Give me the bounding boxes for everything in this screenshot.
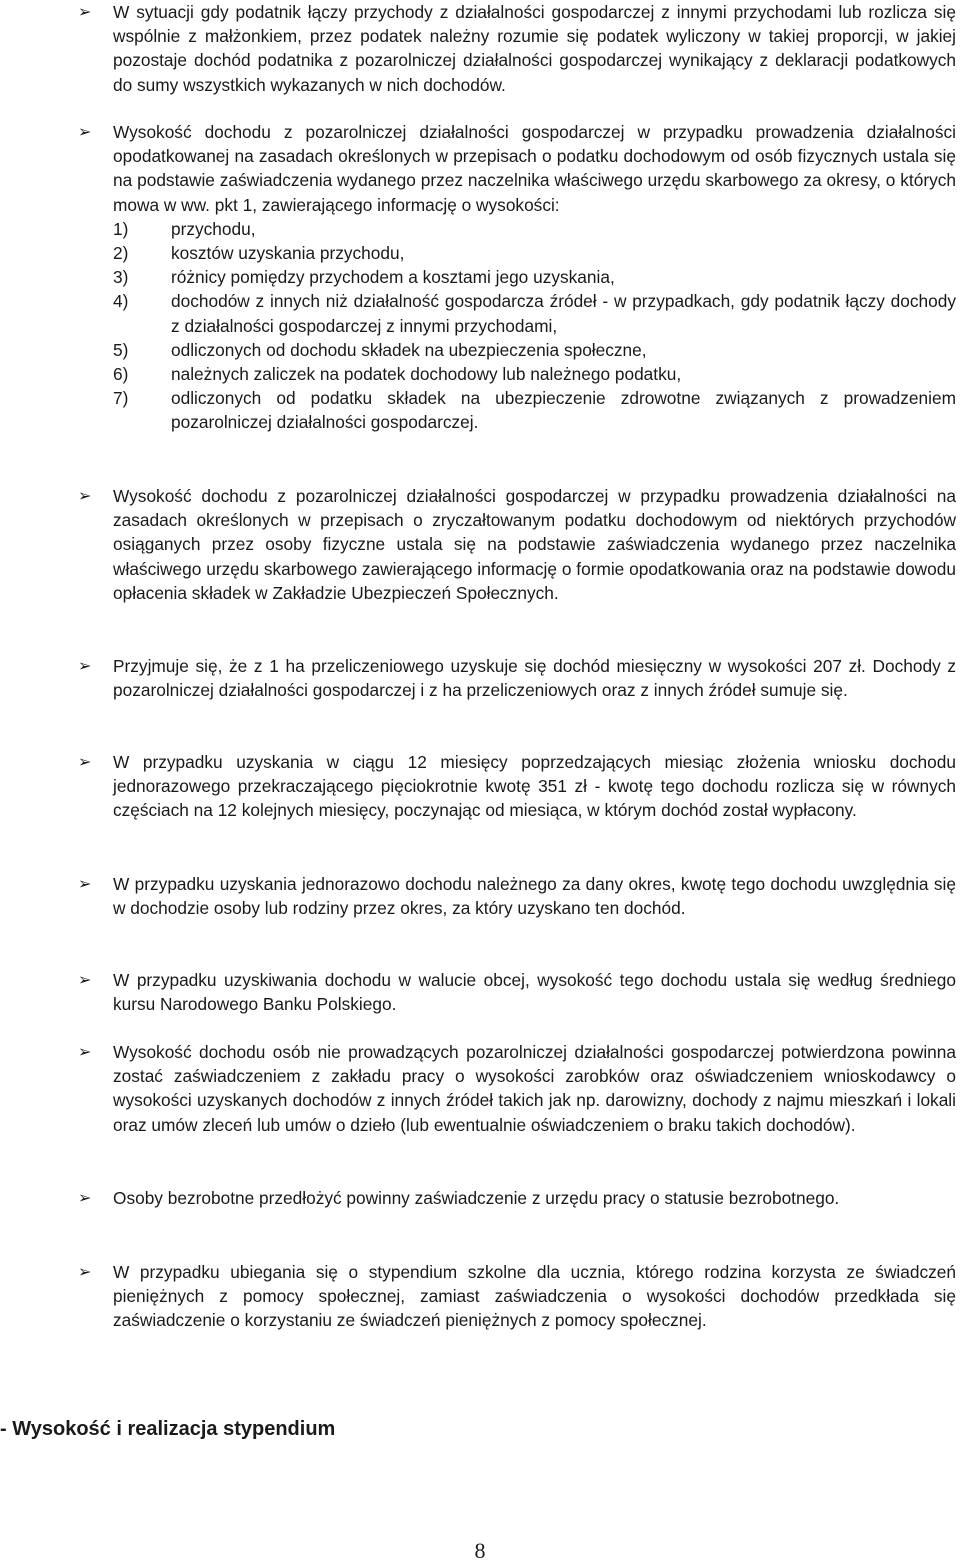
paragraph-text: W sytuacji gdy podatnik łączy przychody z działalności gospodarczej z innymi przychodami lub rozlicza się wspólnie z małżonkiem, przez podatek należny rozumie się podatek wyliczony w takiej proporcji, w jakiej pozostaje dochód podatnika z pozarolniczej działalności gospodarczej wynikający z deklaracji podatkowych do sumy wszystkich wykazanych w nich dochodów. xyxy=(113,2,956,95)
paragraph-text: Osoby bezrobotne przedłożyć powinny zaświadczenie z urzędu pracy o statusie bezrobotnego. xyxy=(113,1188,840,1208)
list-item-text: różnicy pomiędzy przychodem a kosztami jego uzyskania, xyxy=(171,267,615,288)
paragraph-text: Wysokość dochodu z pozarolniczej działalności gospodarczej w przypadku prowadzenia działalności opodatkowanej na zasadach określonych w przepisach o podatku dochodowym od osób fizycznych ustala się na podstawie zaświadczenia wydanego przez naczelnika właściwego urzędu skarbowego za okresy, o których mowa w ww. pkt 1, zawierającego informację o wysokości: xyxy=(113,122,956,215)
numbered-list xyxy=(113,217,956,435)
bullet-paragraph-10 xyxy=(78,1260,956,1333)
paragraph-text: W przypadku uzyskania w ciągu 12 miesięcy poprzedzających miesiąc złożenia wniosku dochodu jednorazowego przekraczającego pięciokrotnie kwotę 351 zł - kwotę tego dochodu rozlicza się w równych częściach na 12 kolejnych miesięcy, poczynając od miesiąca, w którym dochód został wypłacony. xyxy=(113,752,956,821)
list-item xyxy=(113,217,956,241)
list-item-number: 1) xyxy=(113,218,129,239)
arrow-bullet-icon: ➢ xyxy=(78,1262,92,1281)
list-item xyxy=(113,386,956,434)
list-item xyxy=(113,265,956,289)
page-number: 8 xyxy=(474,1538,486,1563)
paragraph-text: W przypadku ubiegania się o stypendium szkolne dla ucznia, którego rodzina korzysta ze świadczeń pieniężnych z pomocy społecznej, zamiast zaświadczenia o wysokości dochodów przedkłada się zaświadczenie o korzystaniu ze świadczeń pieniężnych z pomocy społecznej. xyxy=(113,1262,956,1331)
paragraph-text: W przypadku uzyskiwania dochodu w walucie obcej, wysokość tego dochodu ustala się według średniego kursu Narodowego Banku Polskiego. xyxy=(113,970,956,1015)
list-item-text: odliczonych od podatku składek na ubezpieczenie zdrowotne związanych z prowadzeniem pozarolniczej działalności gospodarczej. xyxy=(171,388,956,433)
paragraph-text: Wysokość dochodu z pozarolniczej działalności gospodarczej w przypadku prowadzenia działalności na zasadach określonych w przepisach o zryczałtowanym podatku dochodowym od niektórych przychodów osiąganych przez osoby fizyczne ustala się na podstawie zaświadczenia wydanego przez naczelnika właściwego urzędu skarbowego zawierającego informację o formie opodatkowania oraz na podstawie dowodu opłacenia składek w Zakładzie Ubezpieczeń Społecznych. xyxy=(113,486,956,603)
arrow-bullet-icon: ➢ xyxy=(78,1188,92,1207)
list-item-text: przychodu, xyxy=(171,218,256,239)
list-item-number: 6) xyxy=(113,364,129,385)
list-item-number: 3) xyxy=(113,267,129,288)
list-item-text: kosztów uzyskania przychodu, xyxy=(171,243,405,264)
arrow-bullet-icon: ➢ xyxy=(78,970,92,989)
bullet-paragraph-6 xyxy=(78,872,956,920)
arrow-bullet-icon: ➢ xyxy=(78,2,92,21)
bullet-paragraph-5 xyxy=(78,750,956,823)
list-item xyxy=(113,338,956,362)
section-heading: - Wysokość i realizacja stypendium xyxy=(0,1418,336,1440)
arrow-bullet-icon: ➢ xyxy=(78,486,92,505)
list-item xyxy=(113,362,956,386)
bullet-paragraph-7 xyxy=(78,968,956,1016)
list-item-text: dochodów z innych niż działalność gospodarcza źródeł - w przypadkach, gdy podatnik łączy dochody z działalności gospodarczej z innymi przychodami, xyxy=(171,291,956,336)
arrow-bullet-icon: ➢ xyxy=(78,122,92,141)
list-item-number: 5) xyxy=(113,339,129,360)
paragraph-text: Przyjmuje się, że z 1 ha przeliczeniowego uzyskuje się dochód miesięczny w wysokości 207 zł. Dochody z pozarolniczej działalności gospodarczej i z ha przeliczeniowych oraz z innych źródeł sumuje się. xyxy=(113,656,956,701)
list-item-number: 2) xyxy=(113,243,129,264)
bullet-paragraph-9 xyxy=(78,1186,956,1210)
arrow-bullet-icon: ➢ xyxy=(78,752,92,771)
arrow-bullet-icon: ➢ xyxy=(78,656,92,675)
list-item-number: 4) xyxy=(113,291,129,312)
paragraph-text: W przypadku uzyskania jednorazowo dochodu należnego za dany okres, kwotę tego dochodu uwzględnia się w dochodzie osoby lub rodziny przez okres, za który uzyskano ten dochód. xyxy=(113,874,956,919)
bullet-paragraph-4 xyxy=(78,654,956,702)
list-item-text: odliczonych od dochodu składek na ubezpieczenia społeczne, xyxy=(171,339,647,360)
list-item-text: należnych zaliczek na podatek dochodowy lub należnego podatku, xyxy=(171,364,682,385)
bullet-paragraph-2 xyxy=(78,120,956,452)
bullet-paragraph-3 xyxy=(78,484,956,605)
list-item xyxy=(113,241,956,265)
list-item-number: 7) xyxy=(113,388,129,409)
list-item xyxy=(113,289,956,337)
arrow-bullet-icon: ➢ xyxy=(78,874,92,893)
arrow-bullet-icon: ➢ xyxy=(78,1042,92,1061)
bullet-paragraph-8 xyxy=(78,1040,956,1137)
bullet-paragraph-1 xyxy=(78,0,956,97)
paragraph-text: Wysokość dochodu osób nie prowadzących pozarolniczej działalności gospodarczej potwierdzona powinna zostać zaświadczeniem z zakładu pracy o wysokości zarobków oraz oświadczeniem wnioskodawcy o wysokości uzyskanych dochodów z innych źródeł takich jak np. darowizny, dochody z najmu mieszkań i lokali oraz umów zleceń lub umów o dzieło (lub ewentualnie oświadczeniem o braku takich dochodów). xyxy=(113,1042,956,1135)
